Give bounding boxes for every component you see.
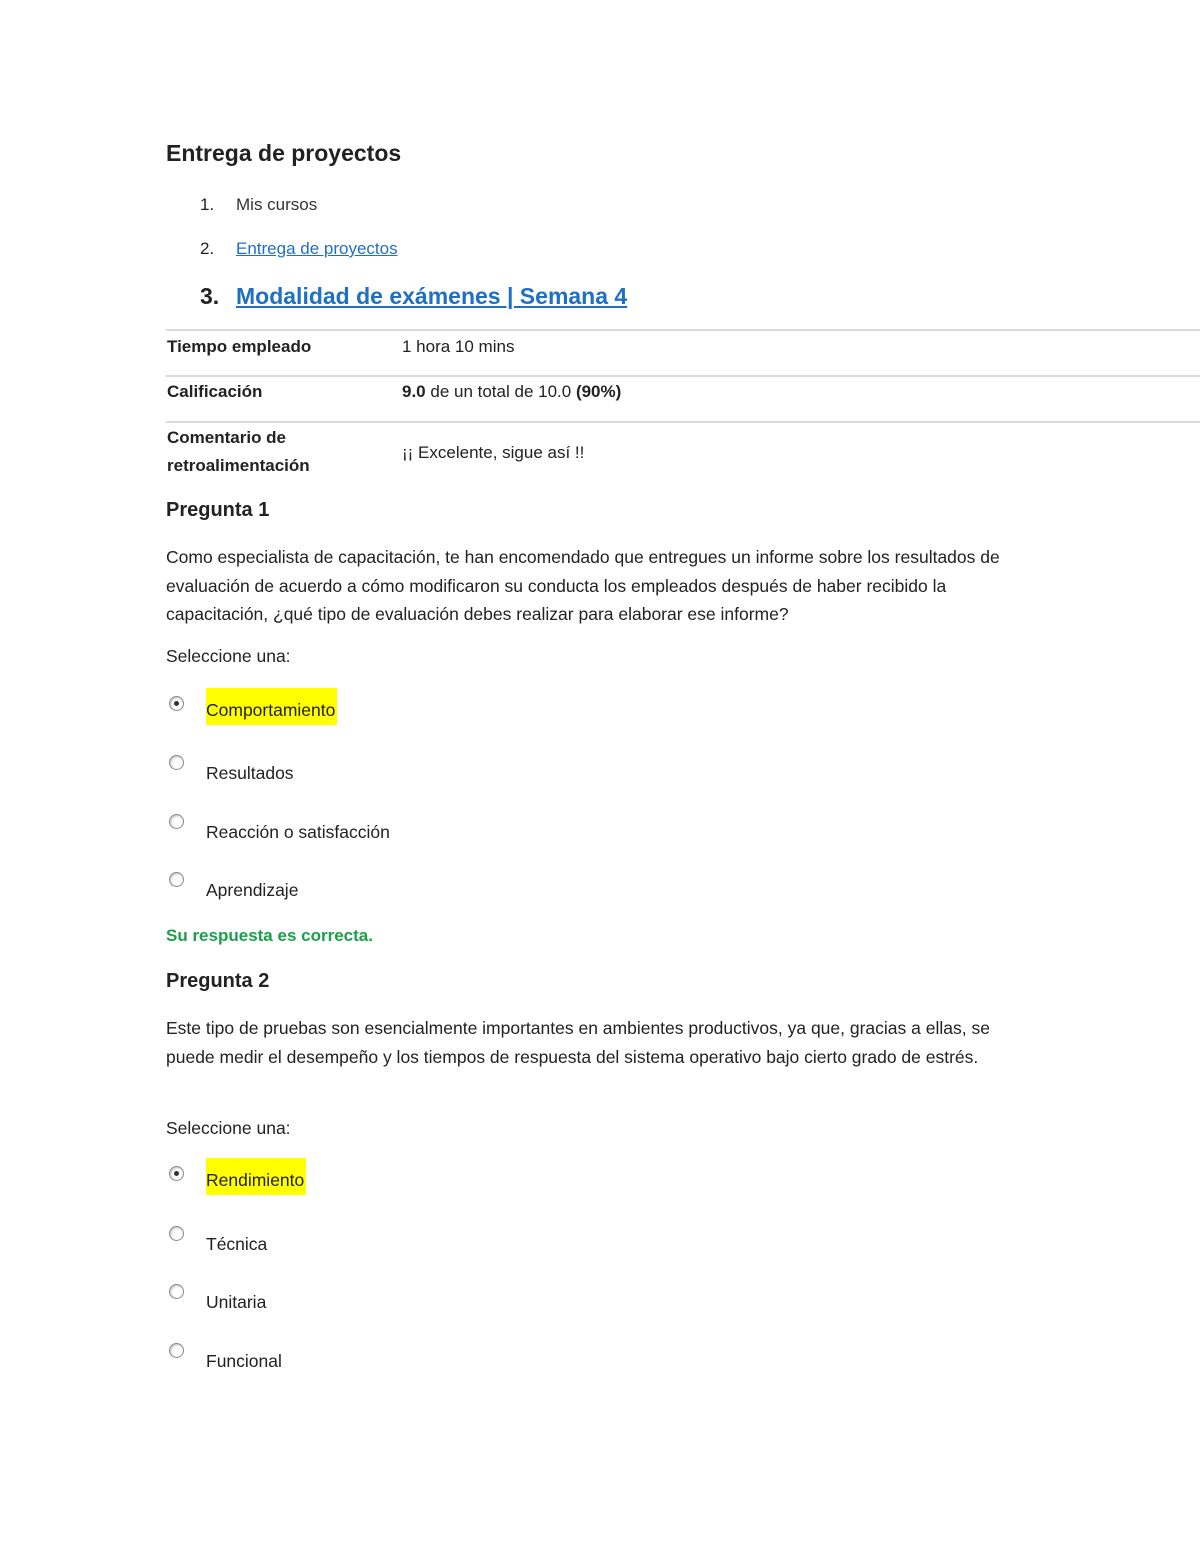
time-label: Tiempo empleado [167,337,312,356]
radio-button[interactable] [169,1226,184,1241]
breadcrumb-item-entrega [200,239,398,259]
radio-button-checked[interactable] [169,696,184,711]
question-2-text: Este tipo de pruebas son esencialmente importantes en ambientes productivos, ya que, gracias a ellas, se puede medir el desempeño y los tiempos de respuesta del sistema operativo bajo cierto grado de estrés. [166,1018,990,1067]
page-title: Entrega de proyectos [166,140,402,166]
table-divider [166,375,1200,377]
option-label: Reacción o satisfacción [206,822,390,842]
breadcrumb-link-modalidad[interactable]: Modalidad de exámenes | Semana 4 [236,283,628,309]
grade-percent: (90%) [575,382,622,401]
radio-button[interactable] [169,872,184,887]
q2-option-tecnica[interactable] [166,1218,566,1262]
feedback-label-line2: retroalimentación [167,456,310,475]
feedback-label-line1: Comentario de [167,428,287,447]
option-label: Aprendizaje [206,880,299,900]
feedback-label [167,424,310,480]
question-1-feedback: Su respuesta es correcta. [166,926,373,945]
radio-button[interactable] [169,1284,184,1299]
breadcrumb-link-entrega[interactable]: Entrega de proyectos [236,239,398,258]
option-label: Unitaria [206,1292,267,1312]
question-1-heading: Pregunta 1 [166,499,270,521]
grade-total: de un total de 10.0 [425,382,576,401]
question-2-heading: Pregunta 2 [166,970,270,992]
q1-option-comportamiento[interactable] [166,688,566,732]
grade-score: 9.0 [402,382,426,401]
feedback-value: ¡¡ Excelente, sigue así !! [402,443,585,462]
q1-option-reaccion[interactable] [166,806,566,850]
radio-button[interactable] [169,814,184,829]
q2-option-funcional[interactable] [166,1335,566,1379]
breadcrumb-label: Mis cursos [236,195,318,214]
option-label: Funcional [206,1351,282,1371]
breadcrumb-item-mis-cursos [200,195,317,215]
breadcrumb-number: 3. [200,283,220,309]
question-2-select-label: Seleccione una: [166,1118,291,1138]
breadcrumb-number: 2. [200,239,215,258]
option-label: Rendimiento [206,1158,306,1195]
radio-button[interactable] [169,1343,184,1358]
grade-label: Calificación [167,382,263,401]
option-label: Resultados [206,763,294,783]
grade-value [402,382,621,402]
option-label: Comportamiento [206,688,337,725]
q2-option-rendimiento[interactable] [166,1158,566,1202]
time-value: 1 hora 10 mins [402,337,515,356]
q1-option-aprendizaje[interactable] [166,864,566,908]
table-divider [166,421,1200,423]
q2-option-unitaria[interactable] [166,1276,566,1320]
radio-button[interactable] [169,755,184,770]
q1-option-resultados[interactable] [166,747,566,791]
radio-button-checked[interactable] [169,1166,184,1181]
question-1-text: Como especialista de capacitación, te han encomendado que entregues un informe sobre los resultados de evaluación de acuerdo a cómo modificaron su conducta los empleados después de haber recibido la capacitación, ¿qué tipo de evaluación debes realizar para elaborar ese informe? [166,547,1000,624]
breadcrumb-number: 1. [200,195,215,214]
question-1-select-label: Seleccione una: [166,646,291,666]
option-label: Técnica [206,1234,268,1254]
table-divider [166,329,1200,331]
breadcrumb-item-modalidad [200,283,627,310]
